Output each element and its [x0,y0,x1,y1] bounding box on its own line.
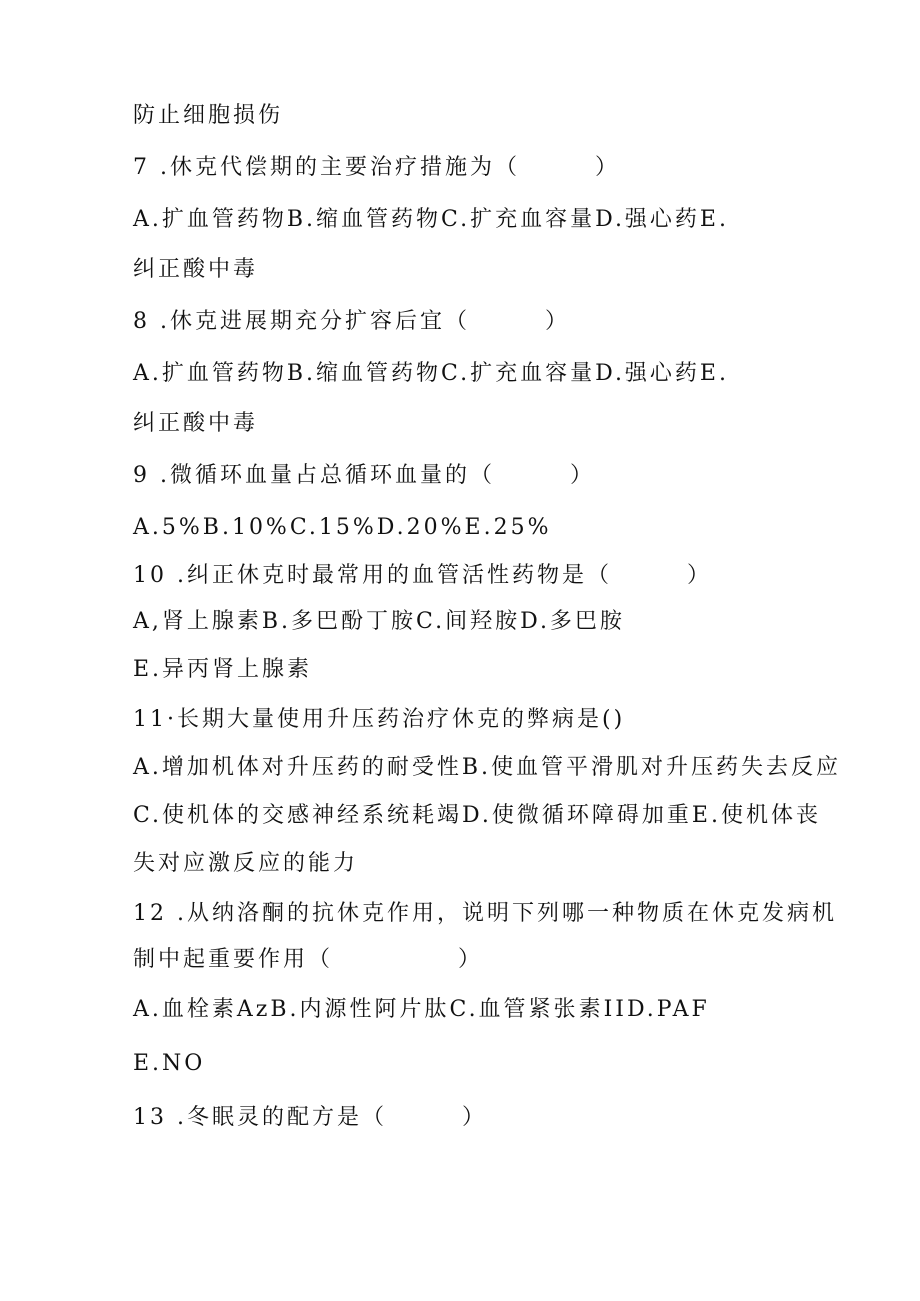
question-11-options-cont2: 失对应激反应的能力 [133,851,359,876]
question-8-options-cont: 纠正酸中毒 [133,411,259,436]
question-7-options: A.扩血管药物B.缩血管药物C.扩充血容量D.强心药E. [133,207,729,232]
question-8: 8 .休克进展期充分扩容后宜（ ） [133,309,570,334]
question-7: 7 .休克代偿期的主要治疗措施为（ ） [133,155,620,180]
question-12-options: A.血栓素AzB.内源性阿片肽C.血管紧张素IID.PAF [133,997,710,1022]
question-7-options-cont: 纠正酸中毒 [133,257,259,282]
question-11: 11·长期大量使用升压药治疗休克的弊病是() [133,707,626,732]
question-8-options: A.扩血管药物B.缩血管药物C.扩充血容量D.强心药E. [133,361,729,386]
question-12: 12 .从纳洛酮的抗休克作用，说明下列哪一种物质在休克发病机 [133,901,837,926]
question-13: 13 .冬眠灵的配方是（ ） [133,1105,487,1130]
question-9: 9 .微循环血量占总循环血量的（ ） [133,463,595,488]
question-12-cont: 制中起重要作用（ ） [133,947,484,972]
question-11-options: A.增加机体对升压药的耐受性B.使血管平滑肌对升压药失去反应 [133,755,842,780]
question-10: 10 .纠正休克时最常用的血管活性药物是（ ） [133,563,712,588]
question-12-options-cont: E.NO [133,1051,206,1076]
question-11-options-cont: C.使机体的交感神经系统耗竭D.使微循环障碍加重E.使机体丧 [133,803,821,828]
text-line-continuation: 防止细胞损伤 [133,103,284,128]
question-9-options: A.5%B.10%C.15%D.20%E.25% [133,515,552,540]
question-10-options-cont: E.异丙肾上腺素 [133,657,313,682]
question-10-options: A,肾上腺素B.多巴酚丁胺C.间羟胺D.多巴胺 [133,609,625,634]
